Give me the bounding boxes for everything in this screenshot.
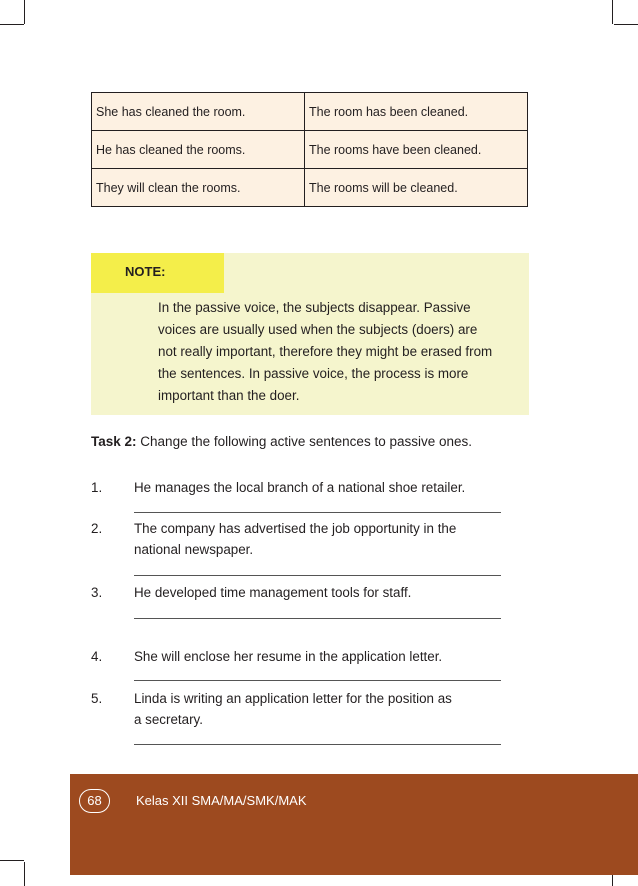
note-line: not really important, therefore they might be erased from [158, 344, 493, 359]
item-text [134, 646, 524, 667]
item-text [134, 477, 524, 498]
item-line: She will enclose her resume in the application letter. [134, 649, 443, 664]
active-cell: She has cleaned the room. [92, 93, 305, 131]
crop-mark [0, 860, 24, 861]
note-box [91, 253, 529, 415]
crop-mark [24, 0, 25, 24]
item-line: He manages the local branch of a national shoe retailer. [134, 480, 466, 495]
item-number: 1. [91, 480, 103, 495]
item-number: 4. [91, 649, 103, 664]
note-line: important than the doer. [158, 388, 300, 403]
active-cell: They will clean the rooms. [92, 169, 305, 207]
page-footer [70, 774, 638, 875]
task-instruction: Change the following active sentences to passive ones. [140, 434, 473, 449]
crop-mark [24, 862, 25, 886]
item-line: national newspaper. [134, 542, 254, 557]
item-line: a secretary. [134, 712, 203, 727]
table-row [92, 93, 528, 131]
item-line: Linda is writing an application letter for the position as [134, 691, 452, 706]
example-table [91, 92, 528, 207]
item-number: 3. [91, 585, 103, 600]
answer-line [134, 618, 501, 619]
item-text [134, 688, 524, 730]
book-title: Kelas XII SMA/MA/SMK/MAK [136, 793, 307, 808]
note-line: voices are usually used when the subjects (doers) are [158, 322, 478, 337]
item-text [134, 582, 524, 603]
page-number: 68 [79, 789, 110, 813]
passive-cell: The room has been cleaned. [305, 93, 528, 131]
note-label-box [91, 253, 224, 293]
table-row [92, 169, 528, 207]
item-line: The company has advertised the job opportunity in the [134, 521, 457, 536]
note-label: NOTE: [125, 264, 166, 279]
active-cell: He has cleaned the rooms. [92, 131, 305, 169]
crop-mark [614, 24, 638, 25]
item-line: He developed time management tools for staff. [134, 585, 412, 600]
task-heading [91, 434, 472, 449]
answer-line [134, 680, 501, 681]
passive-cell: The rooms will be cleaned. [305, 169, 528, 207]
crop-mark [612, 0, 613, 24]
item-number: 2. [91, 521, 103, 536]
crop-mark [0, 24, 24, 25]
note-text [158, 297, 533, 407]
item-number: 5. [91, 691, 103, 706]
item-text [134, 518, 524, 560]
answer-line [134, 744, 501, 745]
task-label: Task 2: [91, 434, 137, 449]
table-row [92, 131, 528, 169]
passive-cell: The rooms have been cleaned. [305, 131, 528, 169]
note-line: In the passive voice, the subjects disappear. Passive [158, 300, 471, 315]
answer-line [134, 512, 501, 513]
note-line: the sentences. In passive voice, the process is more [158, 366, 469, 381]
answer-line [134, 575, 501, 576]
